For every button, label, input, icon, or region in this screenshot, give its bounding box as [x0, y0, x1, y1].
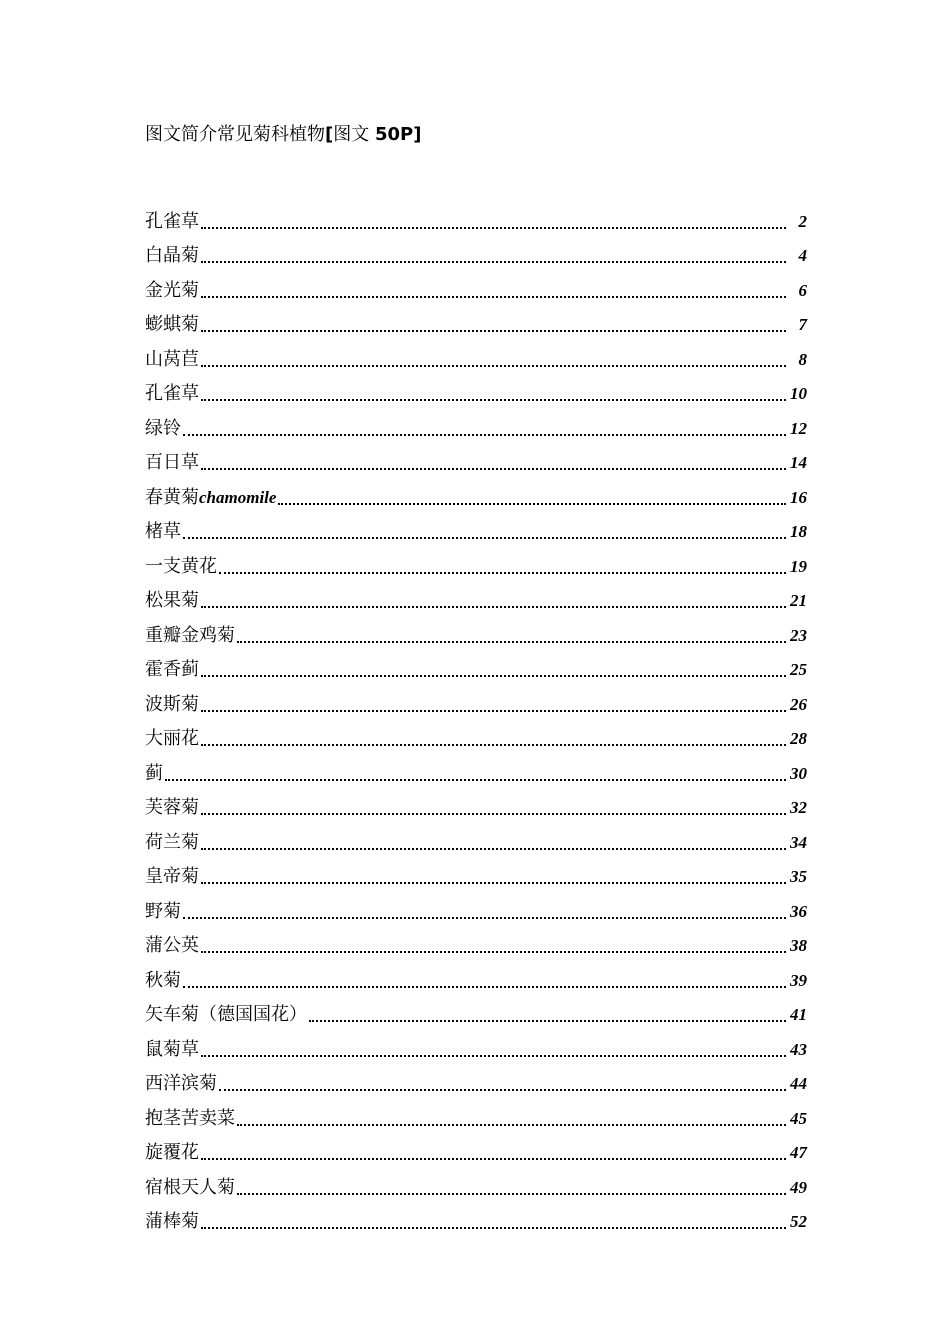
- toc-dot-leader: [201, 848, 786, 850]
- toc-dot-leader: [201, 468, 786, 470]
- toc-entry-page-number: 19: [790, 556, 807, 576]
- toc-entry-label: [145, 658, 199, 682]
- toc-dot-leader: [165, 779, 786, 781]
- toc-entry[interactable]: [145, 234, 807, 269]
- toc-entry-page-number: 7: [798, 315, 807, 334]
- toc-entry-page-number: 38: [790, 936, 807, 955]
- toc-entry-page-number: 36: [790, 901, 807, 921]
- toc-entry-title: 野菊: [145, 900, 181, 922]
- toc-entry[interactable]: [145, 1062, 807, 1097]
- toc-entry-label: [145, 900, 181, 924]
- toc-entry[interactable]: [145, 579, 807, 614]
- toc-dot-leader: [237, 641, 786, 643]
- toc-entry-title: 山莴苣: [145, 348, 199, 370]
- toc-entry-title: 荷兰菊: [145, 831, 199, 853]
- toc-entry[interactable]: [145, 786, 807, 821]
- toc-entry-page-number: 14: [790, 453, 807, 472]
- toc-dot-leader: [219, 1089, 786, 1091]
- toc-entry[interactable]: [145, 337, 807, 372]
- toc-entry-label: [145, 555, 217, 579]
- toc-dot-leader: [183, 917, 786, 919]
- toc-entry-label: [145, 279, 199, 303]
- toc-dot-leader: [237, 1193, 786, 1195]
- toc-dot-leader: [201, 882, 786, 884]
- toc-entry-title: 大丽花: [145, 728, 199, 749]
- toc-entry-label: [145, 486, 276, 510]
- toc-dot-leader: [201, 399, 786, 401]
- toc-dot-leader: [201, 1055, 786, 1057]
- toc-dot-leader: [219, 572, 786, 574]
- toc-dot-leader: [201, 744, 786, 746]
- toc-entry-title: 抱茎苦卖菜: [145, 1107, 235, 1129]
- toc-entry-title: 重瓣金鸡菊: [145, 624, 235, 646]
- toc-entry-title: 矢车菊（德国国花）: [145, 1004, 307, 1025]
- toc-entry[interactable]: [145, 889, 807, 924]
- toc-dot-leader: [201, 227, 786, 229]
- toc-entry-label: [145, 1003, 307, 1027]
- toc-dot-leader: [201, 330, 786, 332]
- toc-entry-page-number: 43: [790, 1039, 807, 1059]
- toc-entry[interactable]: [145, 372, 807, 407]
- toc-dot-leader: [201, 296, 786, 298]
- toc-entry[interactable]: [145, 855, 807, 890]
- toc-entry[interactable]: [145, 1027, 807, 1062]
- toc-dot-leader: [201, 951, 786, 953]
- toc-entry-label: [145, 934, 199, 958]
- toc-entry-label: [145, 417, 181, 441]
- toc-entry[interactable]: [145, 1200, 807, 1235]
- toc-entry-title: 楮草: [145, 521, 181, 542]
- toc-entry-title: 鼠菊草: [145, 1038, 199, 1060]
- toc-entry-page-number: 35: [790, 867, 807, 886]
- toc-entry-title: 蟛蜞菊: [145, 314, 199, 335]
- toc-entry-title: 金光菊: [145, 279, 199, 301]
- title-mid: 图文: [333, 124, 370, 145]
- toc-dot-leader: [278, 503, 786, 505]
- toc-entry-subtitle: chamomile: [199, 487, 277, 507]
- toc-entry-page-number: 45: [790, 1108, 807, 1128]
- toc-entry-title: 秋菊: [145, 969, 181, 991]
- toc-entry[interactable]: [145, 475, 807, 510]
- toc-dot-leader: [201, 261, 786, 263]
- toc-entry[interactable]: [145, 1131, 807, 1166]
- toc-entry-label: [145, 1038, 199, 1062]
- toc-entry-label: [145, 244, 199, 268]
- toc-entry-label: [145, 1176, 235, 1200]
- toc-entry-title: 皇帝菊: [145, 866, 199, 887]
- document-title: [145, 122, 421, 148]
- toc-entry-page-number: 32: [790, 798, 807, 817]
- toc-entry[interactable]: [145, 820, 807, 855]
- toc-entry-page-number: 34: [790, 832, 807, 852]
- toc-dot-leader: [201, 675, 786, 677]
- toc-dot-leader: [201, 1227, 786, 1229]
- toc-entry[interactable]: [145, 613, 807, 648]
- toc-entry-page-number: 49: [790, 1177, 807, 1197]
- toc-entry-page-number: 2: [798, 211, 807, 231]
- toc-entry-label: [145, 382, 199, 406]
- toc-entry-label: [145, 693, 199, 717]
- toc-entry-label: [145, 589, 199, 613]
- toc-entry[interactable]: [145, 544, 807, 579]
- toc-entry-title: 一支黄花: [145, 555, 217, 577]
- toc-entry-label: [145, 520, 181, 544]
- toc-entry[interactable]: [145, 441, 807, 476]
- toc-entry[interactable]: [145, 268, 807, 303]
- toc-entry-label: [145, 1210, 199, 1234]
- toc-dot-leader: [201, 813, 786, 815]
- toc-entry-title: 蒲棒菊: [145, 1211, 199, 1232]
- toc-entry-title: 芙蓉菊: [145, 797, 199, 818]
- title-prefix: 图文简介常见菊科植物: [145, 124, 325, 145]
- toc-entry-page-number: 16: [790, 487, 807, 507]
- toc-entry-title: 旋覆花: [145, 1142, 199, 1163]
- toc-entry[interactable]: [145, 406, 807, 441]
- toc-dot-leader: [183, 986, 786, 988]
- title-bracket-open: [: [325, 124, 334, 145]
- toc-dot-leader: [237, 1124, 786, 1126]
- toc-entry-title: 百日草: [145, 452, 199, 473]
- toc-entry-title: 孔雀草: [145, 383, 199, 404]
- toc-entry-label: [145, 1141, 199, 1165]
- toc-entry-page-number: 30: [790, 763, 807, 783]
- toc-entry-page-number: 4: [798, 246, 807, 265]
- toc-entry[interactable]: [145, 993, 807, 1028]
- toc-entry-title: 波斯菊: [145, 693, 199, 715]
- toc-entry-title: 宿根天人菊: [145, 1176, 235, 1198]
- toc-entry-page-number: 41: [790, 1005, 807, 1024]
- toc-entry-page-number: 8: [798, 349, 807, 369]
- toc-entry-label: [145, 865, 199, 889]
- toc-entry-page-number: 47: [790, 1143, 807, 1162]
- toc-entry-label: [145, 796, 199, 820]
- toc-entry-page-number: 23: [790, 625, 807, 645]
- toc-entry-page-number: 12: [790, 418, 807, 438]
- toc-entry-page-number: 21: [790, 591, 807, 610]
- toc-entry-page-number: 44: [790, 1074, 807, 1093]
- toc-entry[interactable]: [145, 1165, 807, 1200]
- toc-entry-label: [145, 624, 235, 648]
- toc-entry-page-number: 52: [790, 1212, 807, 1231]
- toc-entry-label: [145, 348, 199, 372]
- toc-entry[interactable]: [145, 924, 807, 959]
- toc-dot-leader: [201, 710, 786, 712]
- toc-entry-title: 绿铃: [145, 417, 181, 439]
- toc-entry-page-number: 18: [790, 522, 807, 541]
- toc-entry-label: [145, 727, 199, 751]
- toc-entry-title: 孔雀草: [145, 210, 199, 232]
- toc-entry-label: [145, 210, 199, 234]
- toc-entry-title: 西洋滨菊: [145, 1073, 217, 1094]
- toc-entry-page-number: 6: [798, 280, 807, 300]
- toc-dot-leader: [201, 1158, 786, 1160]
- toc-entry-page-number: 10: [790, 384, 807, 403]
- toc-entry-title: 春黄菊: [145, 486, 199, 508]
- toc-entry[interactable]: [145, 510, 807, 545]
- toc-entry-title: 蓟: [145, 762, 163, 784]
- toc-entry[interactable]: [145, 1096, 807, 1131]
- toc-entry-label: [145, 762, 163, 786]
- toc-entry-page-number: 25: [790, 660, 807, 679]
- title-bold-suffix: 50P]: [374, 124, 422, 145]
- toc-entry[interactable]: [145, 199, 807, 234]
- toc-entry-title: 霍香蓟: [145, 659, 199, 680]
- toc-entry-page-number: 26: [790, 694, 807, 714]
- toc-entry[interactable]: [145, 682, 807, 717]
- toc-dot-leader: [183, 537, 786, 539]
- toc-dot-leader: [201, 606, 786, 608]
- toc-entry-label: [145, 969, 181, 993]
- toc-entry-page-number: 28: [790, 729, 807, 748]
- toc-entry-title: 蒲公英: [145, 935, 199, 956]
- toc-entry-title: 松果菊: [145, 590, 199, 611]
- toc-entry-label: [145, 1107, 235, 1131]
- toc-dot-leader: [183, 434, 786, 436]
- toc-entry[interactable]: [145, 717, 807, 752]
- toc-dot-leader: [309, 1020, 786, 1022]
- toc-entry-label: [145, 451, 199, 475]
- toc-entry[interactable]: [145, 751, 807, 786]
- toc-entry[interactable]: [145, 958, 807, 993]
- toc-dot-leader: [201, 365, 786, 367]
- toc-entry-page-number: 39: [790, 970, 807, 990]
- toc-entry[interactable]: [145, 303, 807, 338]
- table-of-contents: [145, 199, 807, 1234]
- toc-entry-label: [145, 1072, 217, 1096]
- toc-entry[interactable]: [145, 648, 807, 683]
- toc-entry-label: [145, 831, 199, 855]
- toc-entry-label: [145, 313, 199, 337]
- toc-entry-title: 白晶菊: [145, 245, 199, 266]
